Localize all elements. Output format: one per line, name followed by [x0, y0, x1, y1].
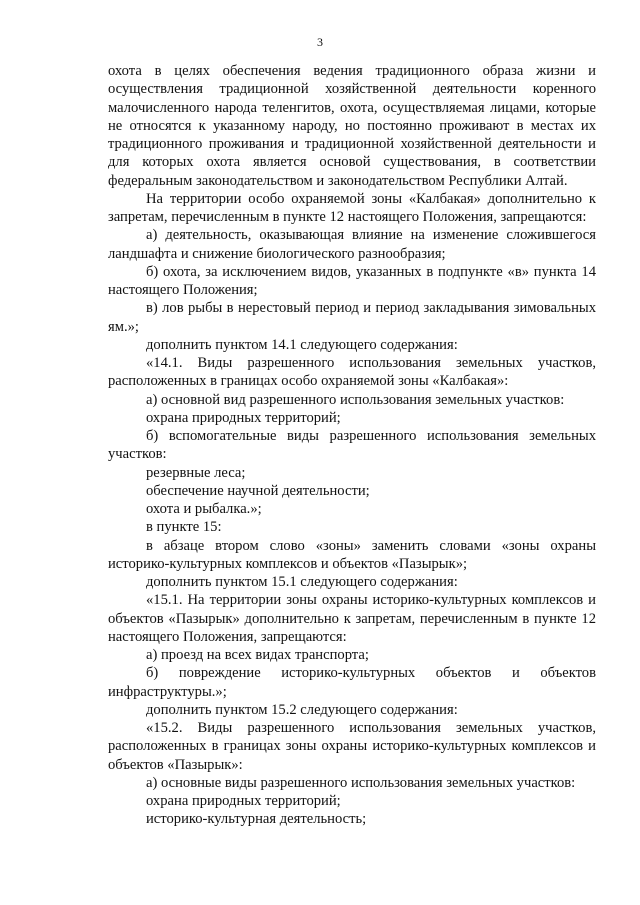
paragraph: б) охота, за исключением видов, указанных в подпункте «в» пункта 14 настоящего Положения; — [108, 263, 596, 298]
page-number: 3 — [317, 35, 323, 49]
paragraph: дополнить пунктом 15.1 следующего содержания: — [146, 574, 458, 590]
paragraph: в пункте 15: — [146, 519, 222, 536]
paragraph: а) проезд на всех видах транспорта; — [146, 647, 369, 663]
paragraph: охота в целях обеспечения ведения традиционного образа жизни и осуществления традиционной хозяйственной деятельности коренного малочисленного народа теленгитов, охота, осуществляемая лицами, которые не относятся к указанному народу, но постоянно проживают в местах их традиционного проживания и традиционной хозяйственной деятельности и для которых охота является основой существования, в соответствии федеральным законодательством и законодательством Республики Алтай. — [108, 63, 596, 189]
paragraph: в) лов рыбы в нерестовый период и период закладывания зимовальных ям.»; — [108, 300, 596, 335]
paragraph: дополнить пунктом 15.2 следующего содержания: — [146, 701, 458, 718]
paragraph: охота и рыбалка.»; — [146, 501, 262, 517]
paragraph: «15.2. Виды разрешенного использования земельных участков, расположенных в границах зоны охраны историко-культурных комплексов и объектов «Пазырык»: — [108, 720, 596, 773]
paragraph: резервные леса; — [146, 464, 246, 481]
paragraph: «15.1. На территории зоны охраны историко-культурных комплексов и объектов «Пазырык» дополнительно к запретам, перечисленным в пункте 12 настоящего Положения, запрещаются: — [108, 592, 596, 645]
paragraph: охрана природных территорий; — [146, 409, 341, 426]
paragraph: б) повреждение историко-культурных объектов и объектов инфраструктуры.»; — [108, 665, 596, 700]
paragraph: дополнить пунктом 14.1 следующего содержания: — [146, 336, 458, 353]
paragraph: На территории особо охраняемой зоны «Калбакая» дополнительно к запретам, перечисленным в пункте 12 настоящего Положения, запрещаются: — [108, 190, 596, 225]
paragraph: а) деятельность, оказывающая влияние на изменение сложившегося ландшафта и снижение биологического разнообразия; — [108, 227, 596, 262]
paragraph: в абзаце втором слово «зоны» заменить словами «зоны охраны историко-культурных комплексов и объектов «Пазырык»; — [108, 537, 596, 572]
paragraph: а) основной вид разрешенного использования земельных участков: — [146, 391, 565, 408]
paragraph: обеспечение научной деятельности; — [146, 482, 370, 499]
paragraph: «14.1. Виды разрешенного использования земельных участков, расположенных в границах особо охраняемой зоны «Калбакая»: — [108, 355, 596, 390]
paragraph: б) вспомогательные виды разрешенного использования земельных участков: — [108, 428, 596, 463]
document-body — [108, 62, 596, 829]
paragraph: охрана природных территорий; — [146, 793, 341, 809]
paragraph: историко-культурная деятельность; — [146, 811, 367, 828]
paragraph: а) основные виды разрешенного использования земельных участков: — [146, 774, 576, 791]
